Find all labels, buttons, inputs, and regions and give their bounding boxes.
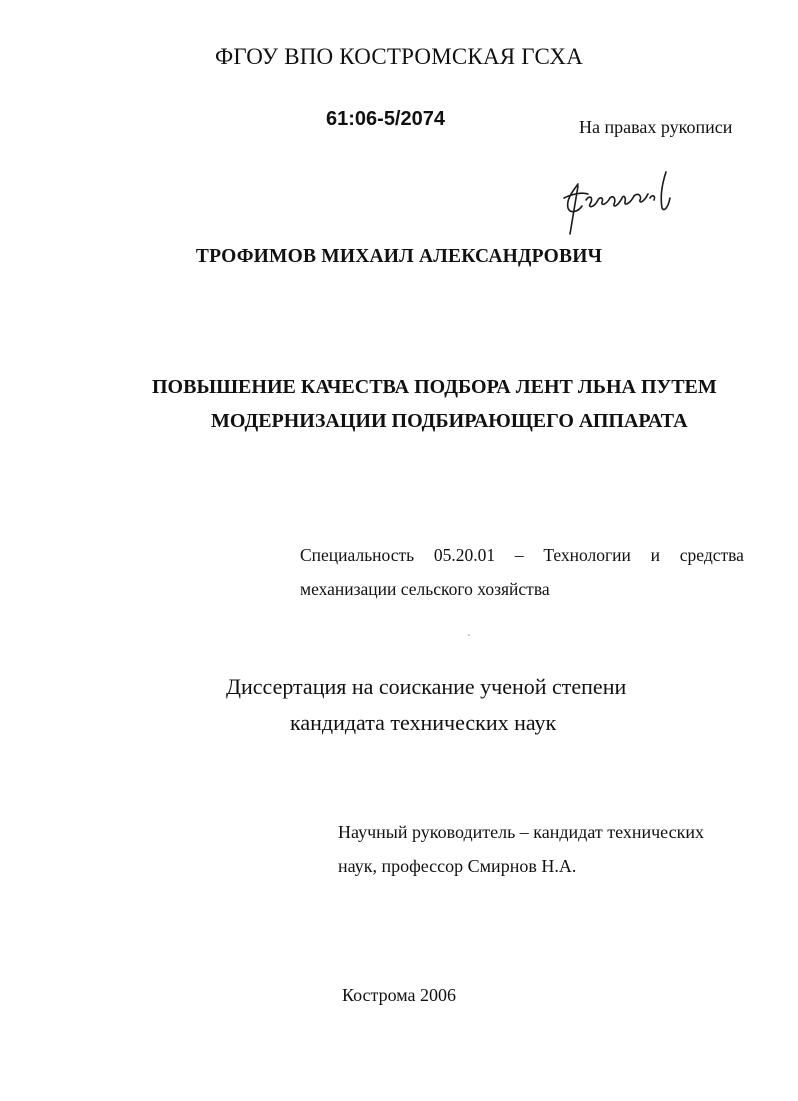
institution-name: ФГОУ ВПО КОСТРОМСКАЯ ГСХА xyxy=(214,44,584,69)
specialty-line1 xyxy=(300,542,744,568)
signature-icon xyxy=(556,168,674,240)
specialty-dash: – xyxy=(514,545,524,565)
advisor-line2: наук, профессор Смирнов Н.А. xyxy=(338,856,577,876)
scan-speck xyxy=(468,634,470,636)
dissertation-line1: Диссертация на соискание ученой степени xyxy=(226,674,627,699)
rights-note: На правах рукописи xyxy=(579,117,733,137)
specialty-word3: средства xyxy=(679,545,744,565)
specialty-word1: Технологии xyxy=(543,545,631,565)
advisor-line1: Научный руководитель – кандидат технических xyxy=(338,822,704,842)
registration-code: 61:06-5/2074 xyxy=(326,108,445,130)
dissertation-line2: кандидата технических наук xyxy=(290,710,557,735)
specialty-code: 05.20.01 xyxy=(433,545,496,565)
city-year: Кострома 2006 xyxy=(341,985,457,1005)
specialty-word2: и xyxy=(650,545,661,565)
specialty-block xyxy=(300,542,744,602)
specialty-line2: механизации сельского хозяйства xyxy=(300,579,550,599)
thesis-title-line1: ПОВЫШЕНИЕ КАЧЕСТВА ПОДБОРА ЛЕНТ ЛЬНА ПУТЕМ xyxy=(152,376,717,398)
thesis-title-line2: МОДЕРНИЗАЦИИ ПОДБИРАЮЩЕГО АППАРАТА xyxy=(211,410,688,432)
specialty-label: Специальность xyxy=(300,545,415,565)
author-name: ТРОФИМОВ МИХАИЛ АЛЕКСАНДРОВИЧ xyxy=(195,246,603,267)
